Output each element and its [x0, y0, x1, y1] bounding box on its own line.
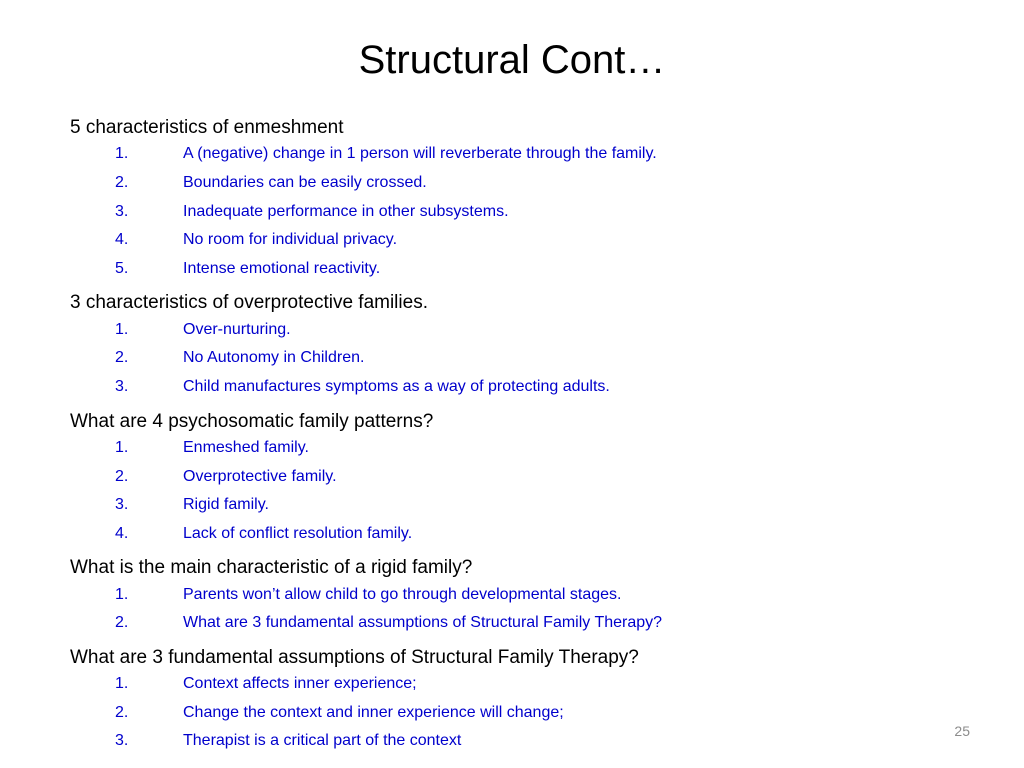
numbered-list — [70, 315, 970, 401]
list-item-text: No Autonomy in Children. — [183, 349, 365, 367]
section-enmeshment — [70, 112, 970, 283]
list-item — [70, 491, 970, 520]
section-psychosomatic — [70, 406, 970, 549]
list-item-text: Lack of conflict resolution family. — [183, 524, 413, 542]
list-item — [70, 373, 970, 402]
list-item-text: Over-nurturing. — [183, 320, 291, 338]
list-item-number: 1. — [115, 438, 129, 456]
list-item-number: 1. — [115, 320, 129, 338]
list-item-number: 1. — [115, 585, 129, 603]
list-item-number: 1. — [115, 674, 129, 692]
list-item-number: 5. — [115, 260, 129, 278]
section-rigid-family — [70, 552, 970, 637]
numbered-list — [70, 434, 970, 549]
list-item-number: 2. — [115, 349, 129, 367]
list-item-text: A (negative) change in 1 person will reverberate through the family. — [183, 145, 657, 163]
list-item-text: Overprotective family. — [183, 467, 337, 485]
list-item-text: Boundaries can be easily crossed. — [183, 174, 427, 192]
list-item — [70, 609, 970, 638]
list-item-number: 3. — [115, 732, 129, 750]
list-item — [70, 255, 970, 284]
list-item — [70, 580, 970, 609]
list-item-text: Change the context and inner experience will change; — [183, 703, 564, 721]
list-item-text: Parents won’t allow child to go through developmental stages. — [183, 585, 622, 603]
list-item — [70, 670, 970, 699]
list-item-text: Inadequate performance in other subsystems. — [183, 202, 509, 220]
list-item-text: Therapist is a critical part of the context — [183, 732, 462, 750]
section-overprotective — [70, 287, 970, 401]
list-item — [70, 197, 970, 226]
slide-page-number: 25 — [954, 723, 970, 739]
list-item-text: No room for individual privacy. — [183, 231, 398, 249]
list-item-text: What are 3 fundamental assumptions of Structural Family Therapy? — [183, 614, 663, 632]
numbered-list — [70, 140, 970, 283]
section-heading: What is the main characteristic of a rigid family? — [70, 557, 473, 579]
slide-title: Structural Cont… — [358, 38, 666, 82]
list-item — [70, 434, 970, 463]
list-item-number: 2. — [115, 467, 129, 485]
section-assumptions — [70, 642, 970, 756]
list-item — [70, 344, 970, 373]
list-item-number: 4. — [115, 524, 129, 542]
section-heading: 3 characteristics of overprotective families. — [70, 292, 428, 314]
list-item — [70, 727, 970, 756]
list-item-text: Intense emotional reactivity. — [183, 260, 381, 278]
section-heading: What are 4 psychosomatic family patterns? — [70, 410, 434, 432]
list-item — [70, 462, 970, 491]
list-item — [70, 315, 970, 344]
section-heading: What are 3 fundamental assumptions of Structural Family Therapy? — [70, 646, 639, 668]
list-item-number: 3. — [115, 496, 129, 514]
numbered-list — [70, 670, 970, 756]
list-item-number: 2. — [115, 703, 129, 721]
list-item — [70, 140, 970, 169]
list-item — [70, 520, 970, 549]
list-item — [70, 226, 970, 255]
slide-content — [70, 108, 970, 756]
list-item-text: Rigid family. — [183, 496, 269, 514]
list-item-number: 3. — [115, 378, 129, 396]
list-item-number: 4. — [115, 231, 129, 249]
list-item — [70, 169, 970, 198]
list-item-text: Child manufactures symptoms as a way of protecting adults. — [183, 378, 610, 396]
list-item-number: 3. — [115, 202, 129, 220]
section-heading: 5 characteristics of enmeshment — [70, 117, 344, 138]
list-item-number: 1. — [115, 145, 129, 163]
list-item — [70, 698, 970, 727]
list-item-text: Enmeshed family. — [183, 438, 309, 456]
list-item-number: 2. — [115, 614, 129, 632]
numbered-list — [70, 580, 970, 637]
list-item-number: 2. — [115, 174, 129, 192]
list-item-text: Context affects inner experience; — [183, 674, 417, 692]
